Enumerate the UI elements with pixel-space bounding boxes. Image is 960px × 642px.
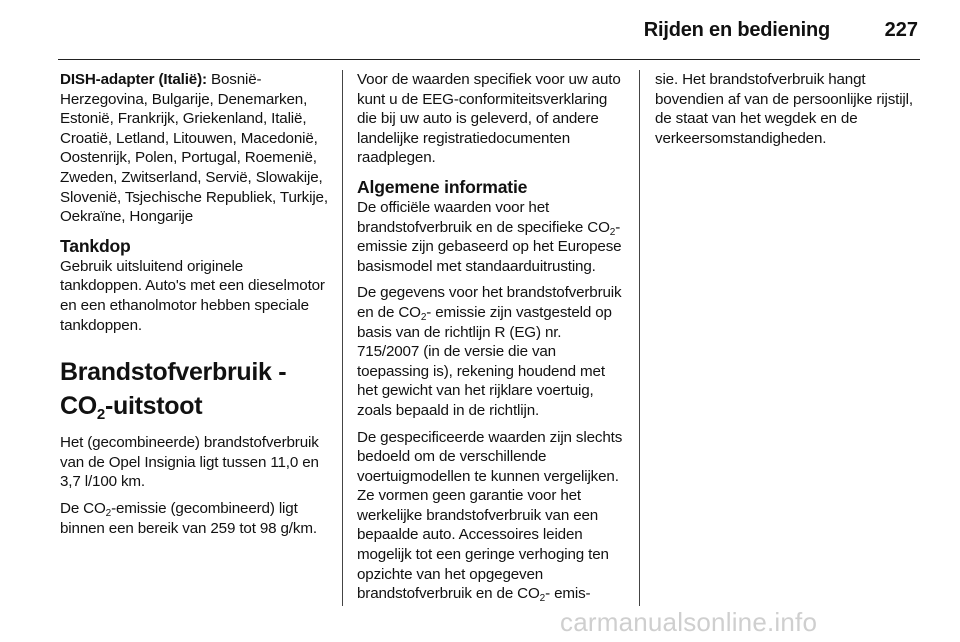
regulation-paragraph: De gegevens voor het brandstofverbruik en de $CO_2-$ emissie zijn vastgesteld op basis van de richtlijn R (EG) nr. 715/2007 (in de versie die van toepassing is), rekening houdend met het gewicht van het rijklare voertuig, zoals bepaald in de richtlijn.: [357, 284, 622, 419]
emission-paragraph: De $CO_2$-emissie (gecombineerd) ligt binnen een bereik van 259 tot 98 g/km.: [60, 499, 317, 537]
comparison-paragraph: De gespecificeerde waarden zijn slechts bedoeld om de verschillende voertuigmodellen te kunnen vergelijken. Ze vormen geen garantie voor het werkelijke brandstofverbruik van een bepaalde auto. Accessoires leiden mogelijk tot een geringe verhoging ten opzichte van het opgegeven brandstofverbruik en de $CO_2-$ emis-: [357, 428, 623, 605]
watermark: carmanualsonline.info: [560, 607, 818, 637]
dish-adapter-lead: DISH-adapter (Italië):: [60, 71, 207, 88]
driving-style-paragraph: sie. Het brandstofverbruik hangt bovendien af van de persoonlijke rijstijl, de staat van het wegdek en de verkeersomstandigheden.: [655, 71, 913, 147]
page-number: 227: [884, 19, 918, 41]
official-values-paragraph: De officiële waarden voor het brandstofverbruik en de specifieke $CO_2$-emissie zijn gebaseerd op het Europese basismodel met standaarduitrusting.: [357, 198, 622, 275]
column-2: [357, 70, 625, 611]
dish-adapter-paragraph: [60, 70, 328, 227]
dish-adapter-countries: Bosnië-Herzegovina, Bulgarije, Denemarken, Estonië, Frankrijk, Griekenland, Italië, Croatië, Letland, Litouwen, Macedonië, Oostenrijk, Polen, Portugal, Roemenië, Zweden, Zwitserland, Servië, Slowakije, Slovenië, Tsjechische Republiek, Turkije, Oekraïne, Hongarije: [60, 71, 328, 226]
consumption-paragraph: Het (gecombineerde) brandstofverbruik van de Opel Insignia ligt tussen 11,0 en 3,7 l/100 km.: [60, 434, 319, 491]
column-divider: [639, 70, 640, 606]
header-title: Rijden en bediening: [643, 19, 830, 41]
column-divider: [342, 70, 343, 606]
column-1: [60, 70, 328, 545]
column-3: [655, 70, 923, 155]
tankdop-heading: Tankdop: [60, 235, 131, 256]
section-title: Brandstofverbruik - $CO_2$-uitstoot: [60, 358, 287, 424]
conformity-paragraph: Voor de waarden specifiek voor uw auto kunt u de EEG-conformiteitsverklaring die bij uw auto is geleverd, of andere landelijke registratiedocumenten raadplegen.: [357, 71, 621, 167]
header-rule: [58, 59, 920, 60]
tankdop-paragraph: Gebruik uitsluitend originele tankdoppen. Auto's met een dieselmotor en een ethanolmotor hebben speciale tankdoppen.: [60, 257, 325, 334]
algemene-informatie-heading: Algemene informatie: [357, 176, 528, 197]
